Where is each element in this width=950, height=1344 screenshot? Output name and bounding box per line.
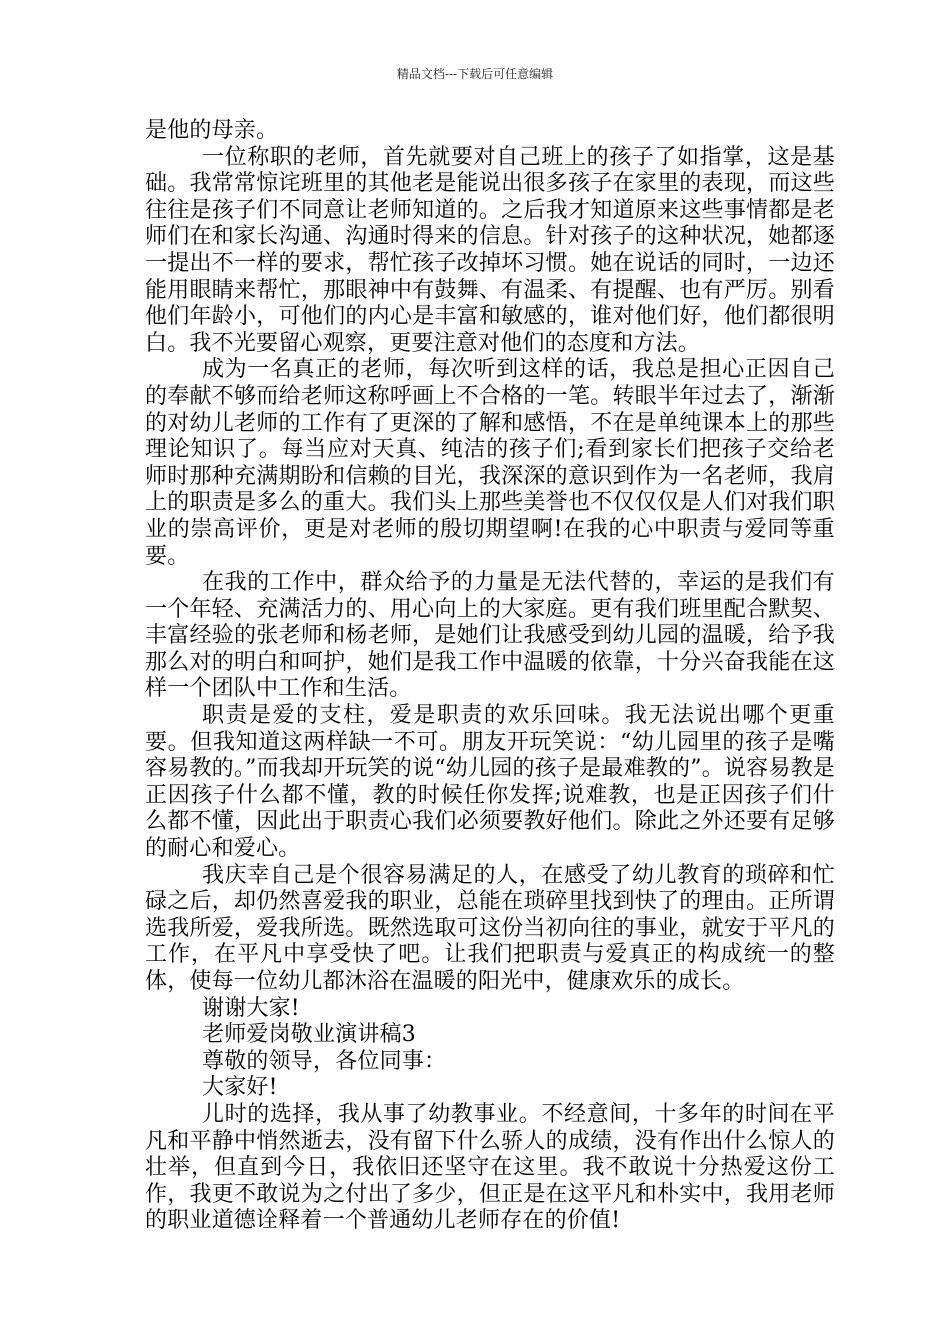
page-header: 精品文档---下载后可任意编辑 xyxy=(396,67,554,81)
speech-title: 老师爱岗敬业演讲稿3 xyxy=(202,1022,416,1048)
document-body xyxy=(145,118,835,1235)
thanks-line: 谢谢大家! xyxy=(202,995,300,1021)
paragraph: 职责是爱的支柱，爱是职责的欢乐回味。我无法说出哪个更重要。但我知道这两样缺一不可。朋友开玩笑说：“幼儿园里的孩子是嘴容易教的。”而我却开玩笑的说“幼儿园的孩子是最难教的”。说容易教是正因孩子什么都不懂，教的时候任你发挥;说难教，也是正因孩子们什么都不懂，因此出于职责心我们必须要教好他们。除此之外还要有足够的耐心和爱心。 xyxy=(145,703,835,862)
salutation: 尊敬的领导，各位同事： xyxy=(202,1048,447,1074)
paragraph: 成为一名真正的老师，每次听到这样的话，我总是担心正因自己的奉献不够而给老师这称呼画上不合格的一笔。转眼半年过去了，渐渐的对幼儿老师的工作有了更深的了解和感悟，不在是单纯课本上的那些理论知识了。每当应对天真、纯洁的孩子们;看到家长们把孩子交给老师时那种充满期盼和信赖的目光，我深深的意识到作为一名老师，我肩上的职责是多么的重大。我们头上那些美誉也不仅仅仅是人们对我们职业的崇高评价，更是对老师的殷切期望啊!在我的心中职责与爱同等重要。 xyxy=(145,357,835,569)
greeting: 大家好! xyxy=(202,1075,278,1101)
paragraph: 我庆幸自己是个很容易满足的人，在感受了幼儿教育的琐碎和忙碌之后，却仍然喜爱我的职业，总能在琐碎里找到快了的理由。正所谓选我所爱，爱我所选。既然选取可这份当初向往的事业，就安于平凡的工作，在平凡中享受快了吧。让我们把职责与爱真正的构成统一的整体，使每一位幼儿都沐浴在温暖的阳光中，健康欢乐的成长。 xyxy=(145,862,835,994)
paragraph: 一位称职的老师，首先就要对自己班上的孩子了如指掌，这是基础。我常常惊诧班里的其他老是能说出很多孩子在家里的表现，而这些往往是孩子们不同意让老师知道的。之后我才知道原来这些事情都是老师们在和家长沟通、沟通时得来的信息。针对孩子的这种状况，她都逐一提出不一样的要求，帮忙孩子改掉坏习惯。她在说话的同时，一边还能用眼睛来帮忙，那眼神中有鼓舞、有温柔、有提醒、也有严厉。别看他们年龄小，可他们的内心是丰富和敏感的，谁对他们好，他们都很明白。我不光要留心观察，更要注意对他们的态度和方法。 xyxy=(145,144,835,356)
paragraph-continuation: 是他的母亲。 xyxy=(145,118,279,143)
paragraph: 儿时的选择，我从事了幼教事业。不经意间，十多年的时间在平凡和平静中悄然逝去，没有留下什么骄人的成绩，没有作出什么惊人的壮举，但直到今日，我依旧还坚守在这里。我不敢说十分热爱这份工作，我更不敢说为之付出了多少，但正是在这平凡和朴实中，我用老师的职业道德诠释着一个普通幼儿老师存在的价值! xyxy=(145,1101,835,1234)
paragraph: 在我的工作中，群众给予的力量是无法代替的，幸运的是我们有一个年轻、充满活力的、用心向上的大家庭。更有我们班里配合默契、丰富经验的张老师和杨老师，是她们让我感受到幼儿园的温暖，给予我那么对的明白和呵护，她们是我工作中温暖的依靠，十分兴奋我能在这样一个团队中工作和生活。 xyxy=(145,570,835,702)
